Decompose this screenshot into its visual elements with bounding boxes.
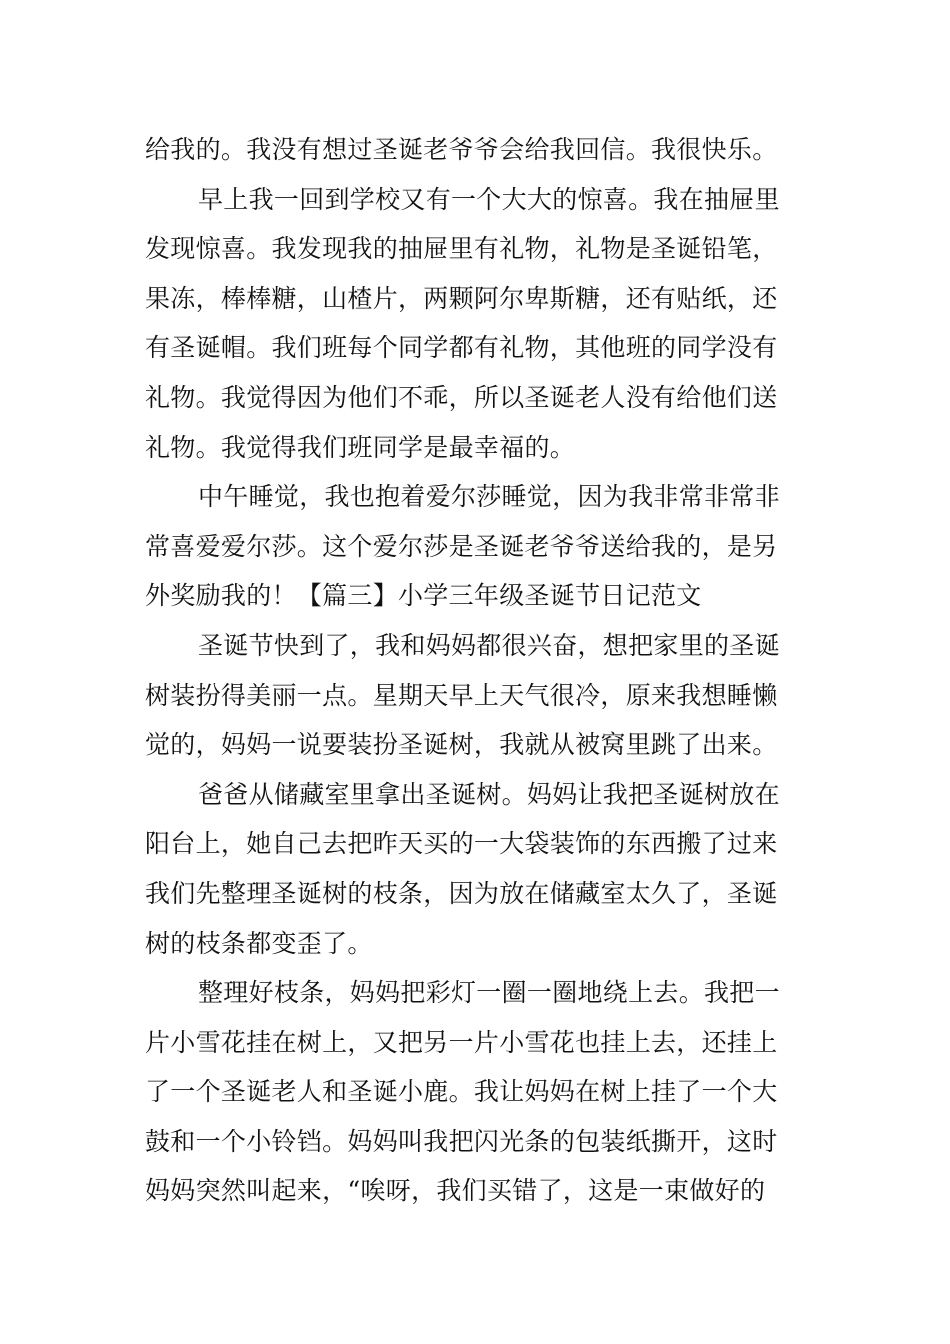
text-line: 鼓和一个小铃铛。妈妈叫我把闪光条的包装纸撕开，这时 (145, 1126, 778, 1156)
text-line: 礼物。我觉得我们班同学是最幸福的。 (145, 432, 576, 462)
text-line: 中午睡觉，我也抱着爱尔莎睡觉，因为我非常非常非 (198, 482, 780, 512)
text-line: 常喜爱爱尔莎。这个爱尔莎是圣诞老爷爷送给我的，是另 (145, 531, 778, 561)
text-line: 给我的。我没有想过圣诞老爷爷会给我回信。我很快乐。 (145, 135, 778, 164)
text-line: 觉的，妈妈一说要装扮圣诞树，我就从被窝里跳了出来。 (145, 730, 778, 760)
text-line: 阳台上，她自己去把昨天买的一大袋装饰的东西搬了过来 (145, 829, 778, 859)
text-line: 片小雪花挂在树上，又把另一片小雪花也挂上去，还挂上 (145, 1027, 778, 1057)
text-line: 早上我一回到学校又有一个大大的惊喜。我在抽屉里 (198, 184, 780, 214)
text-line: 圣诞节快到了，我和妈妈都很兴奋，想把家里的圣诞 (198, 630, 780, 660)
text-line: 整理好枝条，妈妈把彩灯一圈一圈地绕上去。我把一 (198, 978, 780, 1008)
text-line: 妈妈突然叫起来，“唉呀，我们买错了，这是一束做好的 (145, 1176, 766, 1206)
text-line: 了一个圣诞老人和圣诞小鹿。我让妈妈在树上挂了一个大 (145, 1077, 778, 1107)
text-line: 树装扮得美丽一点。星期天早上天气很冷，原来我想睡懒 (145, 680, 778, 710)
text-line: 礼物。我觉得因为他们不乖，所以圣诞老人没有给他们送 (145, 382, 778, 412)
text-line: 外奖励我的！【篇三】小学三年级圣诞节日记范文 (145, 581, 702, 611)
text-line: 爸爸从储藏室里拿出圣诞树。妈妈让我把圣诞树放在 (198, 779, 780, 809)
text-line: 树的枝条都变歪了。 (145, 928, 373, 958)
text-line: 我们先整理圣诞树的枝条，因为放在储藏室太久了，圣诞 (145, 878, 778, 908)
text-line: 果冻，棒棒糖，山楂片，两颗阿尔卑斯糖，还有贴纸，还 (145, 283, 778, 313)
text-line: 发现惊喜。我发现我的抽屉里有礼物，礼物是圣诞铅笔， (145, 234, 778, 264)
text-line: 有圣诞帽。我们班每个同学都有礼物，其他班的同学没有 (145, 333, 778, 363)
document-body (145, 125, 810, 1216)
